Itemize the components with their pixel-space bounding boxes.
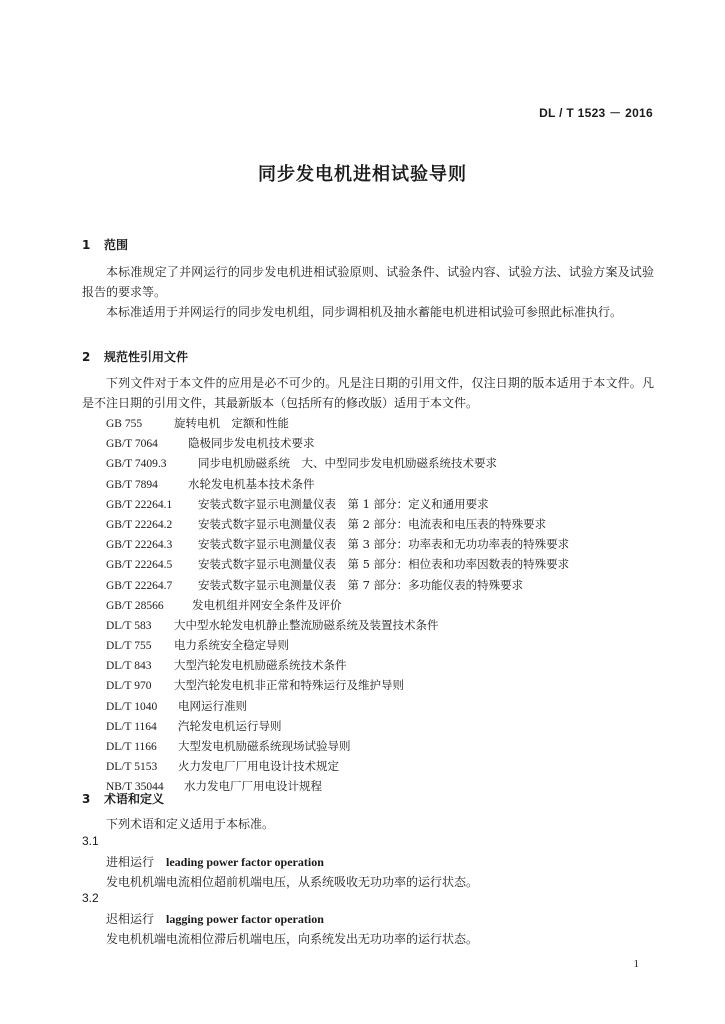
section-number: 2 xyxy=(82,350,91,364)
reference-item xyxy=(106,756,666,776)
page-number: 1 xyxy=(633,958,639,970)
section-3-intro: 下列术语和定义适用于本标准。 xyxy=(106,817,275,831)
reference-item xyxy=(106,433,666,453)
reference-code: GB/T 22264.5 xyxy=(106,559,173,572)
term-chinese: 迟相运行 xyxy=(106,912,155,926)
reference-item xyxy=(106,615,666,635)
reference-title: 电力系统安全稳定导则 xyxy=(174,638,289,653)
reference-item xyxy=(106,716,666,736)
reference-item xyxy=(106,453,666,473)
reference-code: DL/T 843 xyxy=(106,660,152,673)
reference-title: 安装式数字显示电测量仪表 第 2 部分：电流表和电压表的特殊要求 xyxy=(198,516,547,531)
reference-title: 水力发电厂厂用电设计规程 xyxy=(184,779,322,794)
reference-code: NB/T 35044 xyxy=(106,781,164,794)
reference-title: 火力发电厂厂用电设计技术规定 xyxy=(178,759,339,774)
reference-code: DL/T 1040 xyxy=(106,700,158,713)
reference-code: GB/T 22264.2 xyxy=(106,518,173,531)
section-2-heading xyxy=(82,348,188,365)
reference-item xyxy=(106,413,666,433)
section-1-paragraph-1: 本标准规定了并网运行的同步发电机进相试验原则、试验条件、试验内容、试验方法、试验方案及试验报告的要求等。 xyxy=(82,265,654,299)
document-title: 同步发电机进相试验导则 xyxy=(258,164,467,185)
reference-title: 水轮发电机基本技术条件 xyxy=(188,476,315,491)
reference-item xyxy=(106,514,666,534)
term-entry xyxy=(106,910,324,927)
reference-code: DL/T 970 xyxy=(106,680,152,693)
reference-code: GB/T 28566 xyxy=(106,599,164,612)
reference-title: 大型发电机励磁系统现场试验导则 xyxy=(178,739,351,753)
reference-code: GB/T 7409.3 xyxy=(106,458,167,471)
term-number: 3.2 xyxy=(82,891,99,905)
reference-code: DL/T 1166 xyxy=(106,741,157,753)
reference-title: 发电机组并网安全条件及评价 xyxy=(192,597,342,612)
term-entry xyxy=(106,853,324,870)
reference-title: 安装式数字显示电测量仪表 第 5 部分：相位表和功率因数表的特殊要求 xyxy=(198,557,570,572)
term-english: leading power factor operation xyxy=(166,855,324,869)
reference-code: DL/T 755 xyxy=(106,640,152,653)
reference-title: 安装式数字显示电测量仪表 第 7 部分：多功能仪表的特殊要求 xyxy=(198,577,524,592)
section-1-heading xyxy=(82,236,128,253)
term-definition: 发电机机端电流相位超前机端电压，从系统吸收无功功率的运行状态。 xyxy=(106,875,479,889)
term-number: 3.1 xyxy=(82,834,99,848)
reference-item xyxy=(106,595,666,615)
reference-item xyxy=(106,696,666,716)
reference-title: 电网运行准则 xyxy=(178,698,247,713)
section-title: 规范性引用文件 xyxy=(104,350,189,364)
section-number: 1 xyxy=(82,238,91,252)
reference-title: 安装式数字显示电测量仪表 第 1 部分：定义和通用要求 xyxy=(198,496,489,511)
normative-reference-list xyxy=(106,413,666,797)
term-chinese: 进相运行 xyxy=(106,855,155,869)
reference-code: GB/T 7894 xyxy=(106,478,158,491)
section-1-paragraph-2: 本标准适用于并网运行的同步发电机组，同步调相机及抽水蓄能电机进相试验可参照此标准执行。 xyxy=(106,305,623,319)
reference-code: DL/T 5153 xyxy=(106,761,158,774)
reference-title: 大中型水轮发电机静止整流励磁系统及装置技术条件 xyxy=(174,617,439,632)
reference-code: DL/T 1164 xyxy=(106,720,157,733)
section-2-intro: 下列文件对于本文件的应用是必不可少的。凡是注日期的引用文件，仅注日期的版本适用于本文件。凡是不注日期的引用文件，其最新版本（包括所有的修改版）适用于本文件。 xyxy=(82,376,654,410)
reference-item xyxy=(106,736,666,756)
reference-code: GB/T 22264.7 xyxy=(106,579,173,592)
reference-title: 汽轮发电机运行导则 xyxy=(178,718,282,733)
reference-item xyxy=(106,635,666,655)
document-code: DL / T 1523 － 2016 xyxy=(539,106,653,120)
reference-title: 安装式数字显示电测量仪表 第 3 部分：功率表和无功功率表的特殊要求 xyxy=(198,537,570,552)
section-title: 范围 xyxy=(104,238,129,252)
term-english: lagging power factor operation xyxy=(166,912,324,926)
reference-title: 同步电机励磁系统 大、中型同步发电机励磁系统技术要求 xyxy=(198,456,497,471)
section-title: 术语和定义 xyxy=(104,792,165,806)
reference-title: 大型汽轮发电机非正常和特殊运行及维护导则 xyxy=(174,678,404,693)
reference-item xyxy=(106,776,666,796)
reference-item xyxy=(106,534,666,554)
reference-item xyxy=(106,474,666,494)
section-number: 3 xyxy=(82,792,91,806)
reference-code: GB 755 xyxy=(106,418,143,430)
reference-code: DL/T 583 xyxy=(106,619,152,632)
reference-item xyxy=(106,494,666,514)
reference-code: GB/T 22264.1 xyxy=(106,498,173,511)
reference-code: GB/T 22264.3 xyxy=(106,539,173,552)
reference-item xyxy=(106,675,666,695)
reference-item xyxy=(106,554,666,574)
reference-title: 隐极同步发电机技术要求 xyxy=(188,436,315,451)
reference-code: GB/T 7064 xyxy=(106,438,158,451)
reference-title: 旋转电机 定额和性能 xyxy=(174,416,289,430)
reference-item xyxy=(106,655,666,675)
section-3-heading xyxy=(82,790,164,807)
reference-item xyxy=(106,575,666,595)
term-definition: 发电机机端电流相位滞后机端电压，向系统发出无功功率的运行状态。 xyxy=(106,932,479,946)
reference-title: 大型汽轮发电机励磁系统技术条件 xyxy=(174,658,347,673)
